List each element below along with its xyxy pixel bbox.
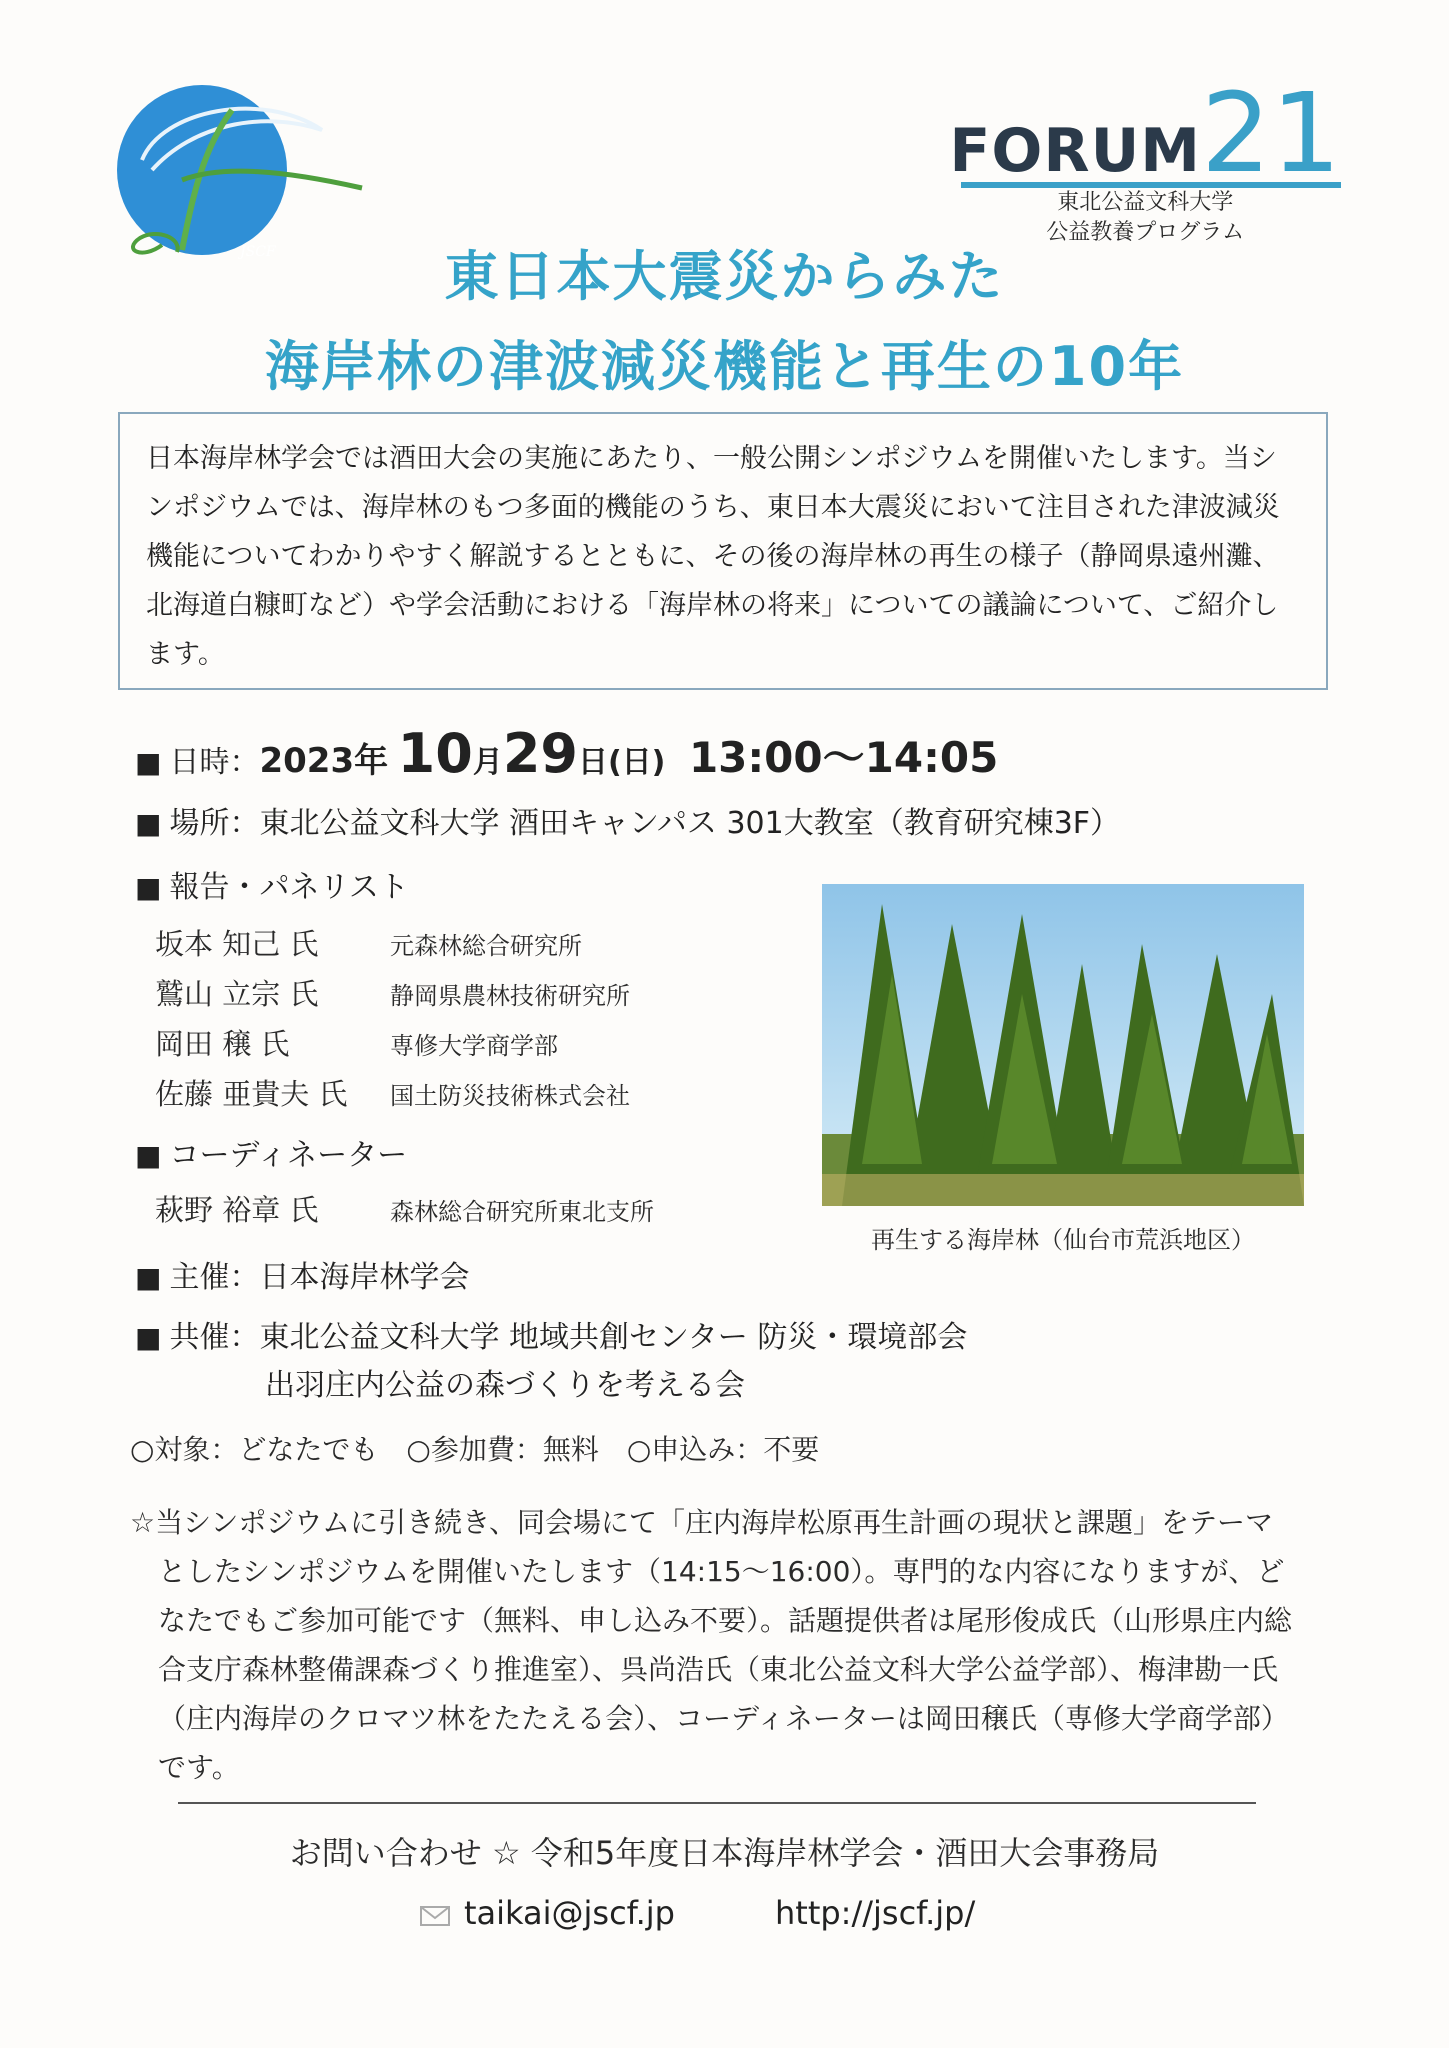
contact-line: お問い合わせ ☆ 令和5年度日本海岸林学会・酒田大会事務局 [289,1834,1160,1872]
panelist-affiliation: 国土防災技術株式会社 [390,1082,630,1110]
bullet-square-icon: ■ [135,1139,162,1172]
bullet-square-icon: ■ [135,807,162,840]
date-day: 29 [502,722,578,785]
note-body: としたシンポジウムを開催いたします（14:15〜16:00）。専門的な内容になりますが、どなたでもご参加可能です（無料、申し込み不要）。話題提供者は尾形俊成氏（山形県庄内総合支庁森林整備課森づくり推進室）、呉尚浩氏（東北公益文科大学公益学部）、梅津勘一氏（庄内海岸のクロマツ林をたたえる会）、コーディネーターは岡田穣氏（専修大学商学部）です。 [158,1555,1293,1784]
cohost-label: 共催： [169,1320,260,1355]
bullet-square-icon: ■ [135,1321,162,1354]
forum21-brand [949,69,1341,248]
mail-icon [420,1896,450,1934]
place-label: 場所： [169,806,260,841]
coordinator-heading [135,1130,407,1174]
website-link[interactable]: http://jscf.jp/ [774,1894,976,1932]
forum-program: 公益教養プログラム [1046,220,1245,245]
date-label: 日時： [169,745,260,780]
forum-number: 21 [1201,69,1341,197]
contact-links [420,1894,975,1934]
targets-row: ○対象：どなたでも ○参加費：無料 ○申込み：不要 [130,1433,820,1466]
date-month: 10 [397,722,473,785]
note-first-line: ☆当シンポジウムに引き続き、同会場にて「庄内海岸松原再生計画の現状と課題」をテーマ [130,1506,1274,1539]
photo-caption: 再生する海岸林（仙台市荒浜地区） [871,1226,1255,1254]
title-line-2: 海岸林の津波減災機能と再生の10年 [264,335,1185,398]
intro-box: 日本海岸林学会では酒田大会の実施にあたり、一般公開シンポジウムを開催いたします。当シンポジウムでは、海岸林のもつ多面的機能のうち、東日本大震災において注目された津波減災機能についてわかりやすく解説するとともに、その後の海岸林の再生の様子（静岡県遠州灘、北海道白糠町など）や学会活動における「海岸林の将来」についての議論について、ご紹介します。 [118,412,1328,690]
divider [178,1802,1256,1804]
organizer-value: 日本海岸林学会 [259,1260,470,1295]
date-weekday: (日) [607,745,666,780]
coordinator-label: コーディネーター [169,1138,408,1173]
panelists-heading [135,862,409,906]
page-title [0,232,1449,412]
panelist-name: 佐藤 亜貴夫 氏 [155,1077,348,1111]
bullet-square-icon: ■ [135,746,162,779]
coordinator-row [155,1188,654,1229]
followup-note [130,1498,1305,1792]
panelist-name: 坂本 知己 氏 [155,927,319,961]
panelist-row [155,1022,558,1063]
cohost-row [135,1312,967,1356]
organizer-row [135,1252,469,1296]
bullet-square-icon: ■ [135,1261,162,1294]
date-month-suffix: 月 [472,745,503,780]
date-day-suffix: 日 [577,745,608,780]
coordinator-name: 萩野 裕章 氏 [155,1193,319,1227]
logo-text: JSCF [240,244,276,260]
panelist-row [155,922,582,963]
date-row [135,722,998,785]
panelist-affiliation: 静岡県農林技術研究所 [390,982,630,1010]
coordinator-affiliation: 森林総合研究所東北支所 [390,1198,654,1226]
forum-word: FORUM [949,116,1202,186]
panelist-name: 岡田 穣 氏 [155,1027,290,1061]
place-row [135,798,1120,842]
date-time: 13:00〜14:05 [688,733,999,782]
email-link[interactable]: taikai@jscf.jp [464,1894,675,1932]
cohost-line-2: 出羽庄内公益の森づくりを考える会 [265,1368,745,1403]
panelists-label: 報告・パネリスト [169,870,409,905]
title-line-1: 東日本大震災からみた [444,245,1005,308]
panelist-row [155,972,630,1013]
panelist-name: 鷲山 立宗 氏 [155,977,319,1011]
panelist-affiliation: 元森林総合研究所 [390,932,582,960]
date-year: 2023年 [259,741,389,781]
place-value: 東北公益文科大学 酒田キャンパス 301大教室（教育研究棟3F） [259,806,1121,841]
organizer-label: 主催： [169,1260,260,1295]
coastal-forest-photo [822,884,1304,1206]
panelist-affiliation: 専修大学商学部 [390,1032,558,1060]
panelist-row [155,1072,630,1113]
forum-org: 東北公益文科大学 [1057,190,1234,215]
bullet-square-icon: ■ [135,871,162,904]
cohost-line-1: 東北公益文科大学 地域共創センター 防災・環境部会 [259,1320,968,1355]
